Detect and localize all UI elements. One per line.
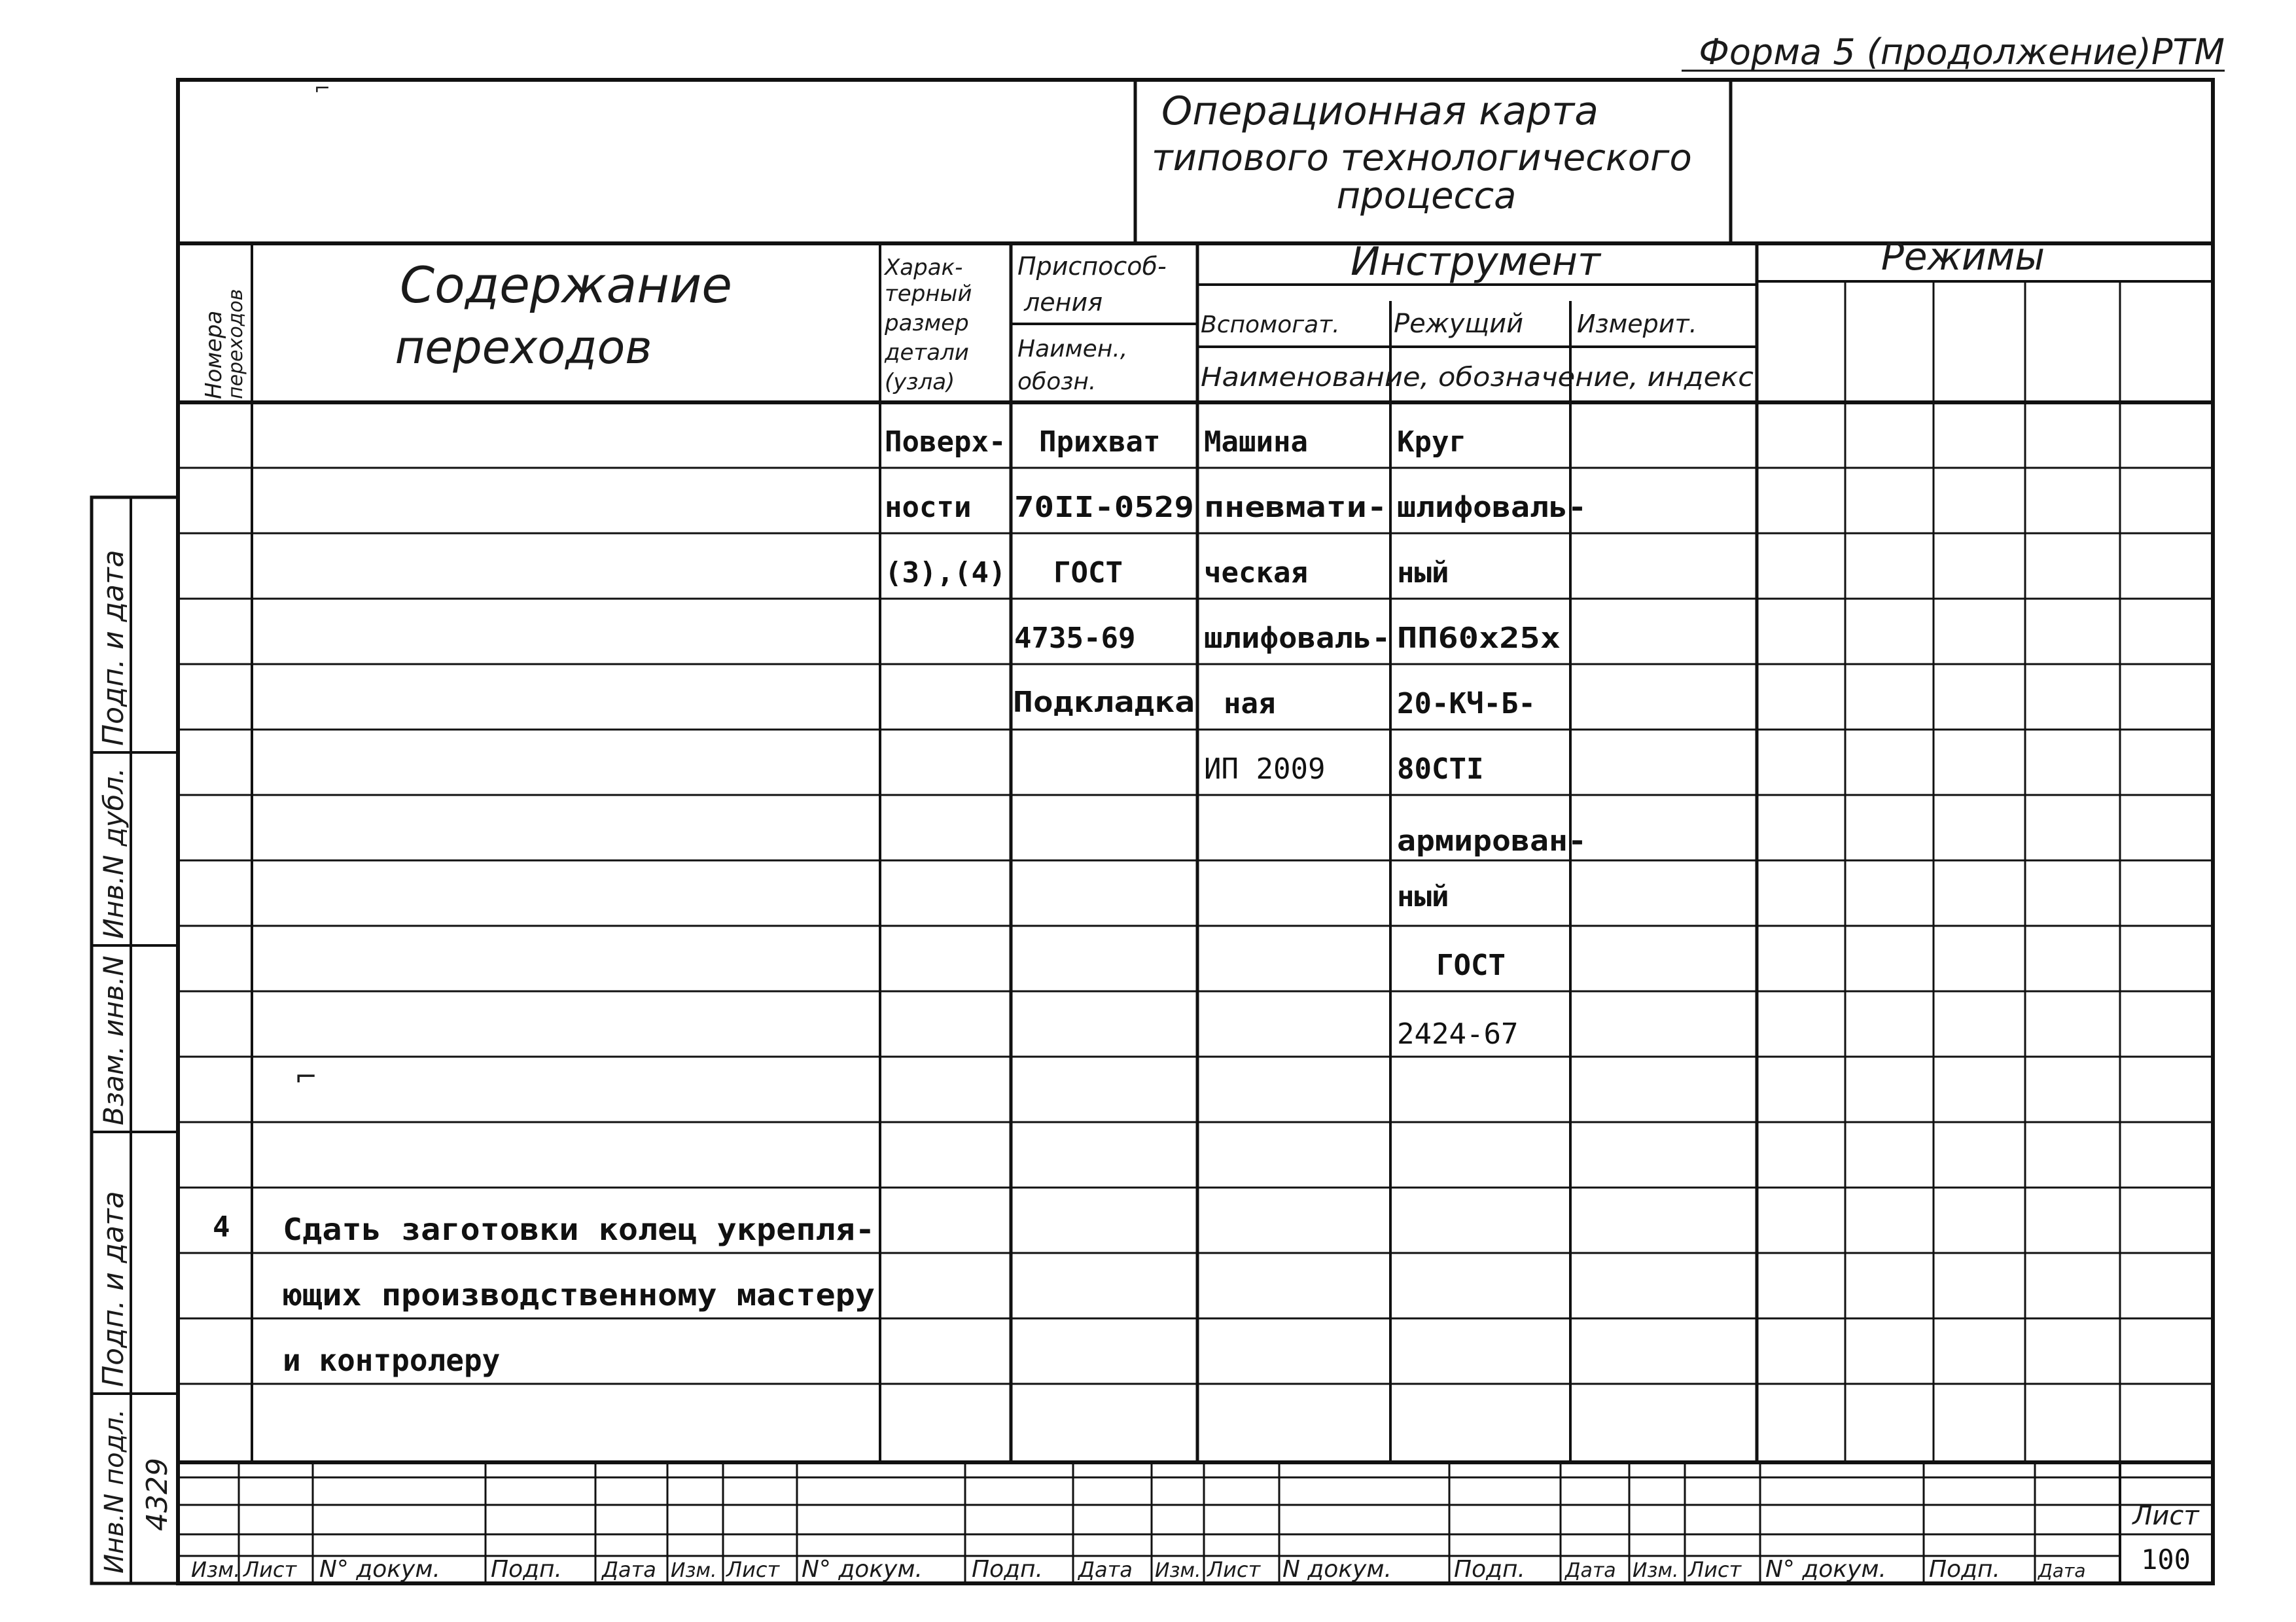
header-modes: Режимы — [1881, 234, 2045, 279]
aux-tool-line-3: ческая — [1204, 556, 1308, 590]
aux-tool-line-1: Машина — [1204, 425, 1308, 459]
footer-label-5: Дата — [602, 1557, 656, 1582]
header-content-2: переходов — [395, 321, 652, 374]
footer-label-9: Подп. — [972, 1556, 1043, 1583]
header-size-2: терный — [885, 281, 972, 307]
header-size-3: размер — [885, 310, 969, 336]
header-tool-meas: Измерит. — [1577, 309, 1697, 338]
fixtures-line-2: 70II-0529 — [1014, 491, 1194, 524]
size-line-2: ности — [885, 491, 972, 524]
cut-tool-line-7: армирован- — [1397, 824, 1587, 858]
sheet-label: Лист — [2132, 1501, 2199, 1531]
fixtures-line-1: Прихват — [1039, 425, 1161, 459]
side-label-replaced-inv: Взам. инв.N — [97, 955, 130, 1125]
header-size-4: детали — [885, 340, 969, 366]
side-label-sign-date-2: Подп. и дата — [97, 550, 130, 746]
header-transition-number-2: переходов — [224, 289, 247, 399]
form-label: Форма 5 (продолжение)РТМ — [1699, 31, 2225, 73]
title-line-3: процесса — [1336, 175, 1517, 217]
header-tool-aux: Вспомогат. — [1201, 311, 1340, 338]
footer-label-17: Лист — [1688, 1557, 1742, 1582]
aux-tool-line-5: ная — [1224, 687, 1276, 720]
fixtures-line-3: ГОСТ — [1053, 556, 1123, 590]
footer-label-20: Дата — [2038, 1560, 2086, 1581]
header-fixtures-name-2: обозн. — [1017, 368, 1097, 395]
cut-tool-line-9: ГОСТ — [1436, 949, 1506, 982]
footer-block — [178, 1462, 2213, 1583]
cut-tool-line-6: 80СТI — [1397, 752, 1484, 786]
stray-mark-2: ⌐ — [294, 1061, 318, 1093]
cut-tool-line-2: шлифоваль- — [1397, 491, 1587, 524]
step-text-line-3: и контролеру — [283, 1343, 501, 1378]
side-stamp — [92, 497, 178, 1583]
footer-label-19: Подп. — [1929, 1556, 2000, 1583]
footer-label-7: Лист — [726, 1557, 780, 1582]
size-line-3: (3),(4) — [885, 556, 1006, 590]
footer-label-8: N° докум. — [802, 1556, 923, 1583]
footer-label-16: Изм. — [1633, 1559, 1679, 1582]
header-transition-number-1: Номера — [201, 310, 227, 399]
side-label-sign-date-1: Подп. и дата — [97, 1191, 130, 1387]
cut-tool-line-3: ный — [1397, 556, 1449, 590]
inventory-number: 4329 — [141, 1458, 174, 1531]
fixtures-line-4: 4735-69 — [1014, 622, 1136, 655]
aux-tool-column — [1204, 425, 1390, 786]
fixtures-line-5: Подкладка — [1013, 686, 1195, 719]
cut-tool-column — [1397, 425, 1587, 1051]
side-label-inv-dup: Инв.N дубл. — [97, 767, 130, 939]
step-text-line-2: ющих производственному мастеру — [283, 1277, 875, 1313]
header-fixtures-1: Приспособ- — [1017, 252, 1167, 281]
footer-label-18: N° докум. — [1765, 1556, 1886, 1583]
step-number: 4 — [213, 1210, 230, 1244]
title-line-2: типового технологического — [1152, 137, 1692, 179]
footer-label-1: Изм. — [191, 1557, 241, 1582]
body-grid — [178, 468, 2213, 1462]
footer-label-6: Изм. — [671, 1559, 717, 1582]
header-size-1: Харак- — [885, 255, 963, 281]
size-column — [885, 425, 1006, 590]
header-block — [178, 77, 2213, 243]
cut-tool-line-4: ПП60х25х — [1397, 622, 1561, 655]
aux-tool-line-2: пневмати- — [1204, 491, 1387, 524]
cut-tool-line-8: ный — [1397, 880, 1449, 913]
header-fixtures-name-1: Наимен., — [1017, 336, 1128, 362]
sheet-number: 100 — [2141, 1543, 2191, 1576]
header-size-5: (узла) — [885, 369, 955, 395]
fixtures-column — [1013, 425, 1195, 719]
side-label-inv-orig: Инв.N подл. — [99, 1409, 130, 1574]
stray-mark: ⌐ — [314, 77, 331, 100]
footer-label-12: Лист — [1207, 1557, 1261, 1582]
footer-label-13: N докум. — [1282, 1556, 1392, 1583]
footer-label-2: Лист — [243, 1557, 297, 1582]
header-tool-name: Наименование, обозначение, индекс — [1201, 362, 1754, 393]
cut-tool-line-1: Круг — [1397, 425, 1466, 459]
cut-tool-line-10: 2424-67 — [1397, 1017, 1519, 1051]
title-line-1: Операционная карта — [1161, 88, 1598, 134]
footer-label-4: Подп. — [491, 1556, 562, 1583]
aux-tool-line-4: шлифоваль- — [1204, 622, 1390, 655]
header-tool: Инструмент — [1350, 239, 1601, 285]
cut-tool-line-5: 20-КЧ-Б- — [1397, 687, 1536, 720]
header-tool-cut: Режущий — [1394, 309, 1524, 339]
aux-tool-line-6: ИП 2009 — [1204, 752, 1326, 786]
footer-label-3: N° докум. — [319, 1556, 440, 1583]
footer-label-15: Дата — [1565, 1559, 1616, 1582]
header-content-1: Содержание — [400, 256, 732, 314]
footer-label-11: Изм. — [1155, 1559, 1201, 1582]
header-fixtures-2: ления — [1024, 288, 1103, 317]
footer-label-10: Дата — [1078, 1557, 1133, 1582]
step-4-row — [213, 1061, 875, 1378]
footer-label-14: Подп. — [1454, 1556, 1525, 1583]
step-text-line-1: Сдать заготовки колец укрепля- — [283, 1212, 875, 1247]
size-line-1: Поверх- — [885, 425, 1006, 459]
